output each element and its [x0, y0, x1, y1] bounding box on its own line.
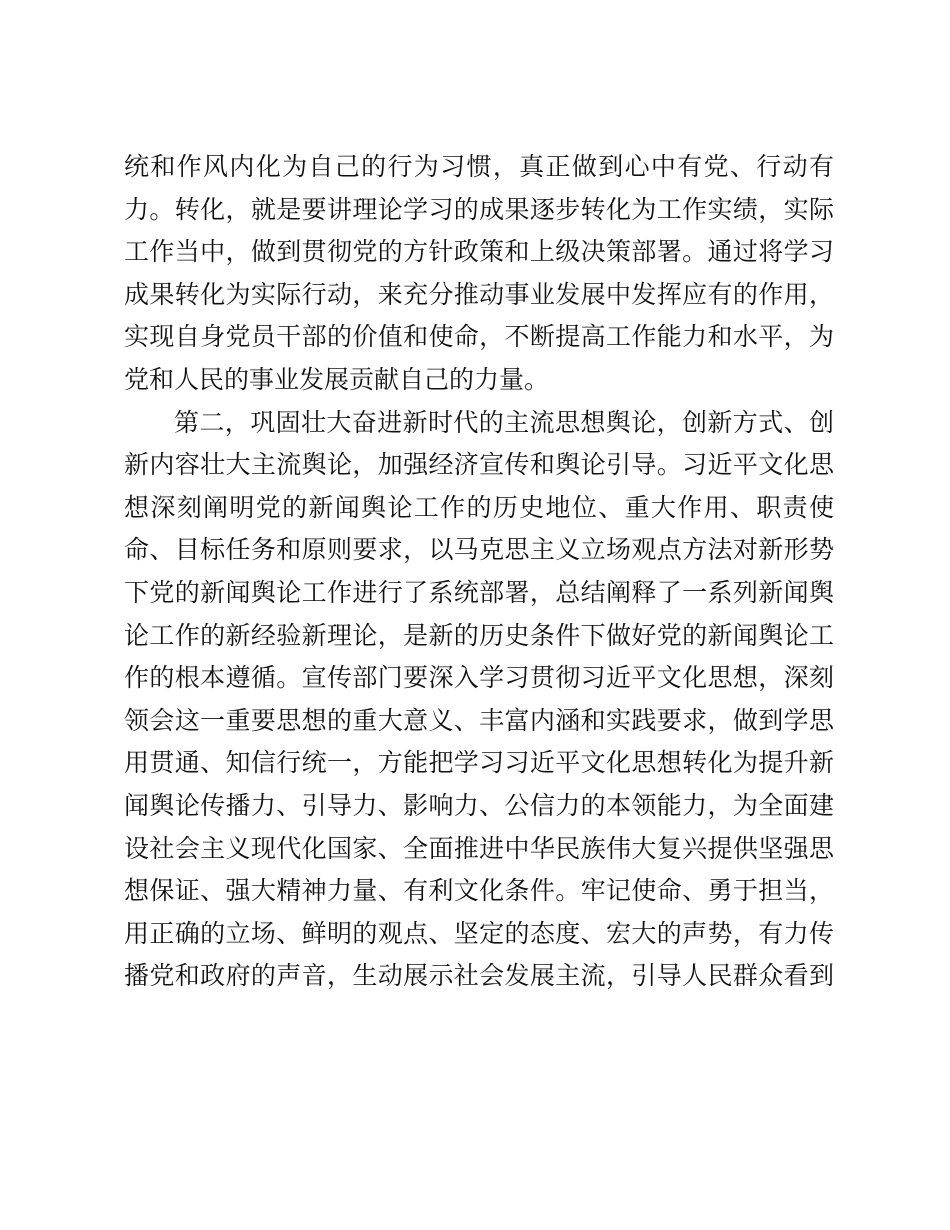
text-line: 用正确的立场、鲜明的观点、坚定的态度、宏大的声势，有力传 — [124, 918, 834, 948]
text-line: 下党的新闻舆论工作进行了系统部署，总结阐释了一系列新闻舆 — [124, 577, 834, 607]
text-line: 播党和政府的声音，生动展示社会发展主流，引导人民群众看到 — [124, 961, 834, 991]
text-line: 新内容壮大主流舆论，加强经济宣传和舆论引导。习近平文化思 — [124, 450, 834, 480]
text-line: 统和作风内化为自己的行为习惯，真正做到心中有党、行动有 — [124, 152, 834, 181]
text-line: 闻舆论传播力、引导力、影响力、公信力的本领能力，为全面建 — [124, 790, 834, 820]
text-line: 命、目标任务和原则要求，以马克思主义立场观点方法对新形势 — [124, 535, 834, 565]
text-line: 论工作的新经验新理论，是新的历史条件下做好党的新闻舆论工 — [124, 620, 834, 650]
text-line: 力。转化，就是要讲理论学习的成果逐步转化为工作实绩，实际 — [124, 194, 834, 224]
text-line: 想深刻阐明党的新闻舆论工作的历史地位、重大作用、职责使 — [124, 492, 834, 522]
text-line: 成果转化为实际行动，来充分推动事业发展中发挥应有的作用， — [124, 279, 834, 309]
body-text — [124, 146, 834, 998]
text-line: 想保证、强大精神力量、有利文化条件。牢记使命、勇于担当， — [124, 876, 834, 906]
paragraph-start-line: 第二，巩固壮大奋进新时代的主流思想舆论，创新方式、创 — [174, 407, 834, 437]
text-line: 用贯通、知信行统一，方能把学习习近平文化思想转化为提升新 — [124, 748, 834, 778]
text-line: 实现自身党员干部的价值和使命，不断提高工作能力和水平，为 — [124, 322, 834, 352]
text-line: 工作当中，做到贯彻党的方针政策和上级决策部署。通过将学习 — [124, 237, 834, 267]
text-line: 领会这一重要思想的重大意义、丰富内涵和实践要求，做到学思 — [124, 705, 834, 735]
text-line: 设社会主义现代化国家、全面推进中华民族伟大复兴提供坚强思 — [124, 833, 834, 863]
paragraph-end-line: 党和人民的事业发展贡献自己的力量。 — [124, 364, 550, 394]
text-line: 作的根本遵循。宣传部门要深入学习贯彻习近平文化思想，深刻 — [124, 663, 834, 693]
